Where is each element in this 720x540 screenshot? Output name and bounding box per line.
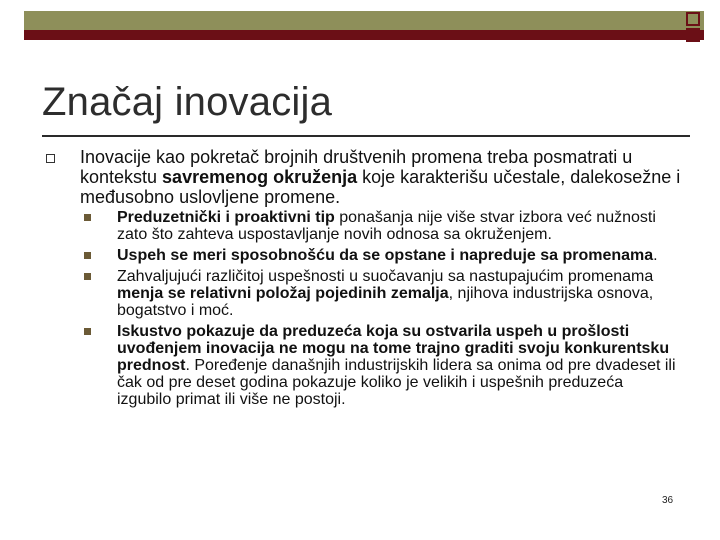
bold-text-segment: savremenog okruženja bbox=[162, 167, 358, 187]
text-segment: koje karakterišu učestale, dalekosežne i međusobno uslovljene promene. bbox=[80, 167, 681, 207]
hollow-square-bullet-icon bbox=[46, 154, 55, 163]
page-number: 36 bbox=[662, 495, 674, 506]
sub-point bbox=[80, 323, 680, 408]
header-bar-maroon bbox=[24, 30, 704, 40]
main-point bbox=[80, 147, 690, 207]
sub-points-list bbox=[80, 209, 680, 412]
sub-point bbox=[80, 268, 680, 319]
sub-point bbox=[80, 209, 680, 243]
corner-square-outline bbox=[686, 12, 700, 26]
text-segment: . Poređenje današnjih industrijskih lidera sa onima od pre dvadeset ili čak od pre deset godina pokazuje koliko je velikih i uspešnih preduzeća izgubilo primat ili više ne postoji. bbox=[117, 357, 676, 408]
corner-square-filled bbox=[686, 28, 700, 42]
text-segment: , njihova industrijska osnova, bogatstvo i moć. bbox=[117, 285, 654, 319]
text-segment: ponašanja nije više stvar izbora već nužnosti zato što zahteva uspostavljanje novih odnosa sa okruženjem. bbox=[117, 209, 656, 243]
title-divider bbox=[42, 135, 690, 137]
filled-square-bullet-icon bbox=[84, 214, 91, 221]
filled-square-bullet-icon bbox=[84, 328, 91, 335]
slide-title: Značaj inovacija bbox=[42, 80, 333, 124]
bold-text-segment: Preduzetnički i proaktivni tip bbox=[117, 209, 335, 226]
bold-text-segment: Uspeh se meri sposobnošću da se opstane i napreduje sa promenama bbox=[117, 247, 654, 264]
header-bar-olive bbox=[24, 11, 704, 30]
text-segment: Zahvaljujući različitoj uspešnosti u suočavanju sa nastupajućim promenama bbox=[117, 268, 654, 285]
sub-point bbox=[80, 247, 680, 264]
bold-text-segment: menja se relativni položaj pojedinih zemalja bbox=[117, 285, 449, 302]
text-segment: Inovacije kao pokretač brojnih društvenih promena treba posmatrati u kontekstu bbox=[80, 147, 633, 187]
filled-square-bullet-icon bbox=[84, 252, 91, 259]
filled-square-bullet-icon bbox=[84, 273, 91, 280]
bold-text-segment: Iskustvo pokazuje da preduzeća koja su ostvarila uspeh u prošlosti uvođenjem inovacija ne mogu na tome trajno graditi svoju konkurentsku prednost bbox=[117, 323, 670, 374]
text-segment: . bbox=[653, 247, 658, 264]
